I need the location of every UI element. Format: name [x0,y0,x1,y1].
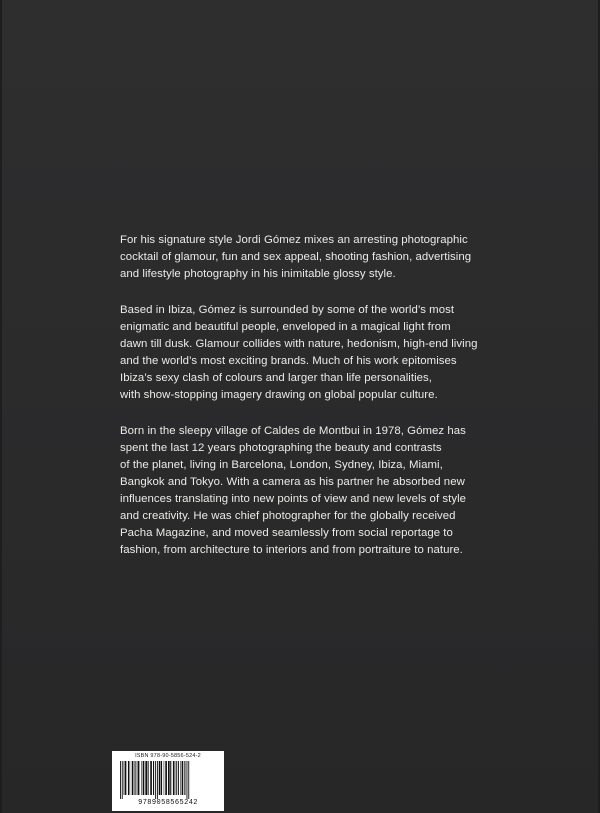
blurb-line: of the planet, living in Barcelona, London, Sydney, Ibiza, Miami, [120,459,443,471]
barcode-bar [173,761,175,795]
barcode-bar [168,761,170,795]
barcode-bar [165,761,167,795]
barcode-bar [141,761,142,795]
blurb-line: cocktail of glamour, fun and sex appeal, shooting fashion, advertising [120,251,472,263]
blurb-line: influences translating into new points of view and new levels of style [120,493,467,505]
barcode-bar [128,761,129,795]
barcode-bar [120,761,121,799]
blurb-paragraph-3 [120,423,520,559]
barcode-bar [124,761,125,795]
barcode-bar [159,761,161,795]
barcode-digits: 9789058565242 [138,799,198,807]
blurb-paragraph-1 [120,232,520,283]
blurb-line: Born in the sleepy village of Caldes de Montbui in 1978, Gómez has [120,425,466,437]
barcode-bar [137,761,138,795]
blurb-line: Ibiza’s sexy clash of colours and larger than life personalities, [120,372,433,384]
barcode-bar [188,761,189,799]
blurb-paragraph-2 [120,302,520,404]
barcode-bar [132,761,134,795]
barcode-bars-icon [118,761,218,799]
blurb-line: spent the last 12 years photographing the beauty and contrasts [120,442,442,454]
barcode-bar [130,761,131,795]
barcode-bar [187,761,188,799]
blurb-line: fashion, from architecture to interiors and from portraiture to nature. [120,544,463,556]
blurb-line: and creativity. He was chief photographer for the globally received [120,510,456,522]
blurb-line: with show-stopping imagery drawing on global popular culture. [120,389,438,401]
barcode-bar [176,761,177,795]
blurb-line: Pacha Magazine, and moved seamlessly from social reportage to [120,527,453,539]
isbn-barcode [112,751,224,811]
blurb-line: Bangkok and Tokyo. With a camera as his partner he absorbed new [120,476,465,488]
blurb-line: Based in Ibiza, Gómez is surrounded by some of the world’s most [120,304,455,316]
barcode-bar [161,761,162,795]
blurb-line: enigmatic and beautiful people, enveloped in a magical light from [120,321,451,333]
isbn-label: ISBN 978-90-5856-524-2 [135,753,201,759]
blurb-text [120,232,520,578]
barcode-bar [148,761,149,795]
barcode-bar [143,761,145,795]
barcode-bar [135,761,136,795]
blurb-line: and the world’s most exciting brands. Much of his work epitomises [120,355,457,367]
blurb-line: For his signature style Jordi Gómez mixes an arresting photographic [120,234,468,246]
barcode-bar [180,761,181,795]
barcode-bar [184,761,185,795]
barcode-bar [153,761,154,795]
barcode-bar [182,761,184,795]
barcode-bar [170,761,171,795]
barcode-bar [164,761,165,795]
barcode-bar [125,761,127,795]
barcode-bar [157,761,158,799]
barcode-bar [155,761,156,799]
barcode-bar [150,761,152,795]
barcode-bar [145,761,147,795]
blurb-line: dawn till dusk. Glamour collides with nature, hedonism, high-end living [120,338,478,350]
barcode-bar [178,761,179,795]
blurb-line: and lifestyle photography in his inimitable glossy style. [120,268,396,280]
barcode-bar [122,761,123,799]
barcode-bar [138,761,140,795]
